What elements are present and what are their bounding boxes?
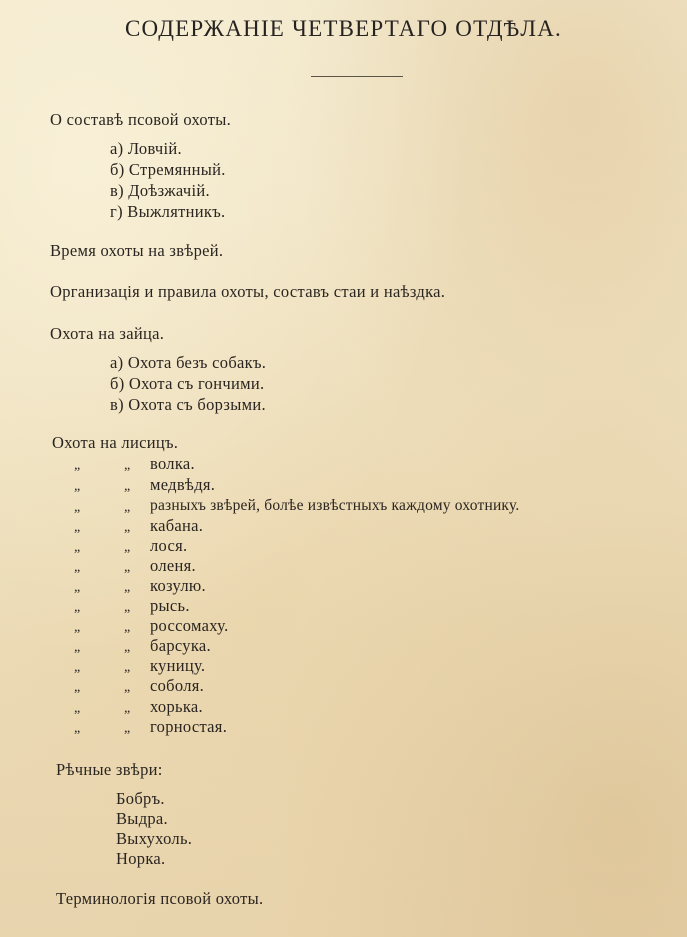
toc-entry-organizaciya: Организація и правила охоты, составъ стаи и наѣздка. [50,282,446,301]
toc-entry-medvedya: медвѣдя. [150,475,216,494]
ditto-mark: „ [124,701,131,716]
ditto-mark: „ [124,660,131,675]
toc-entry-kozulyu: козулю. [150,576,206,595]
ditto-mark: „ [124,458,131,473]
ditto-mark: „ [74,458,81,473]
ditto-mark: „ [74,540,81,555]
toc-entry-raznykh: разныхъ звѣрей, болѣе извѣстныхъ каждому охотнику. [150,497,520,514]
toc-subentry-doezzhachiy: в) Доѣзжачій. [110,181,210,200]
toc-subentry-s-borzymi: в) Охота съ борзыми. [110,395,266,414]
toc-entry-sostav: О составѣ псовой охоты. [50,110,232,129]
ditto-mark: „ [124,580,131,595]
toc-entry-rechnye: Рѣчные звѣри: [56,760,163,779]
title-divider [311,76,403,77]
ditto-mark: „ [124,640,131,655]
ditto-mark: „ [74,560,81,575]
toc-entry-gornostaya: горностая. [150,717,228,736]
ditto-mark: „ [74,620,81,635]
toc-subentry-lovchiy: а) Ловчій. [110,139,182,158]
toc-subentry-bez-sobak: а) Охота безъ собакъ. [110,353,267,372]
ditto-mark: „ [74,580,81,595]
page-title: СОДЕРЖАНІЕ ЧЕТВЕРТАГО ОТДѢЛА. [124,16,562,41]
toc-subentry-vykhukhol: Выхухоль. [116,829,193,848]
toc-entry-barsuka: барсука. [150,636,211,655]
toc-subentry-s-gonchimi: б) Охота съ гончими. [110,374,265,393]
toc-subentry-bobr: Бобръ. [116,789,165,808]
ditto-mark: „ [124,500,131,515]
ditto-mark: „ [124,520,131,535]
ditto-mark: „ [74,701,81,716]
ditto-mark: „ [124,680,131,695]
ditto-mark: „ [74,520,81,535]
toc-subentry-vyzhlyatnik: г) Выжлятникъ. [110,202,226,221]
ditto-mark: „ [124,620,131,635]
toc-entry-terminologiya: Терминологія псовой охоты. [56,889,264,908]
ditto-mark: „ [124,721,131,736]
toc-entry-rys: рысь. [150,596,190,615]
ditto-mark: „ [74,640,81,655]
toc-entry-kunicu: куницу. [150,656,206,675]
ditto-mark: „ [74,721,81,736]
toc-entry-khorka: хорька. [150,697,203,716]
toc-entry-rossomakhu: россомаху. [150,616,229,635]
toc-entry-lisic: Охота на лисицъ. [52,433,179,452]
ditto-mark: „ [124,560,131,575]
ditto-mark: „ [124,600,131,615]
toc-entry-zayac: Охота на зайца. [50,324,165,343]
toc-subentry-stremyanny: б) Стремянный. [110,160,226,179]
toc-entry-olenya: оленя. [150,556,196,575]
ditto-mark: „ [74,500,81,515]
toc-subentry-norka: Норка. [116,849,166,868]
ditto-mark: „ [74,600,81,615]
ditto-mark: „ [74,660,81,675]
toc-subentry-vydra: Выдра. [116,809,168,828]
ditto-mark: „ [74,479,81,494]
toc-entry-vremya: Время охоты на звѣрей. [50,241,224,260]
ditto-mark: „ [74,680,81,695]
toc-entry-volka: волка. [150,454,195,473]
ditto-mark: „ [124,479,131,494]
toc-entry-losya: лося. [150,536,188,555]
ditto-mark: „ [124,540,131,555]
toc-entry-sobolya: соболя. [150,676,205,695]
toc-entry-kabana: кабана. [150,516,204,535]
